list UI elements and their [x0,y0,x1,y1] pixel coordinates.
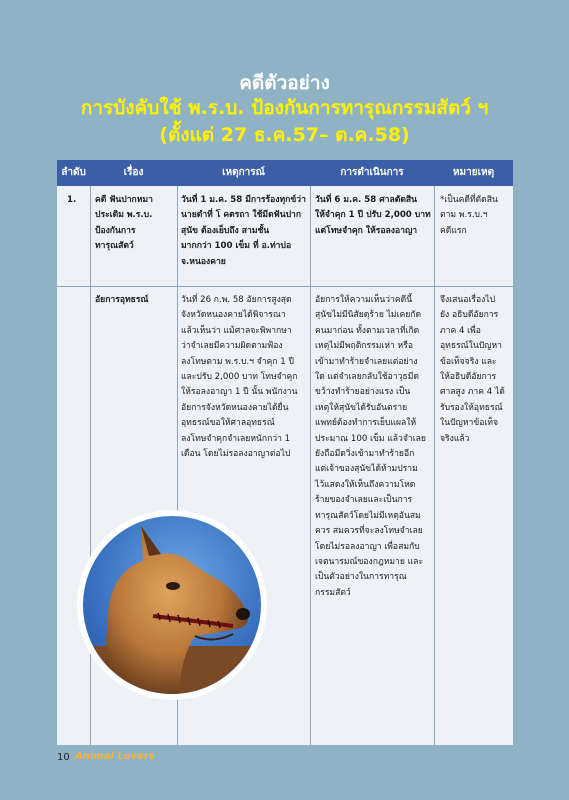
row-divider [57,286,513,287]
row1-no: 1. [67,195,77,205]
table-header [57,160,513,186]
header-action: การดำเนินการ [340,167,404,178]
title-line-3: (ตั้งแต่ 27 ธ.ค.57– ต.ค.58) [159,124,410,146]
column-divider [434,186,435,745]
header-event: เหตุการณ์ [222,167,265,178]
row1-action: วันที่ 6 ม.ค. 58 ศาลตัดสิน ให้จำคุก 1 ปี ปรับ 2,000 บาท แต่โทษจำคุก ให้รอลงอาญา [315,195,431,236]
brand-logo: Animal Lovers [75,751,155,762]
row1-subject: คดี ฟันปากหมา ประเดิม พ.ร.บ. ป้องกันการ ทารุณสัตว์ [95,195,153,252]
page-number: 10 [57,752,70,763]
row1-event: วันที่ 1 ม.ค. 58 มีการร้องทุกข์ว่า นายดำที่ โ คตรถา ใช้มีดฟันปาก สุนัข ต้องเย็บถึง สามชั้น มากกว่า 100 เข็ม ที่ อ.ท่าบ่อ จ.หนองคาย [181,195,306,267]
header-subject: เรื่อง [123,167,144,178]
dog-photo [77,510,267,700]
row2-note: จึงเสนอเรื่องไป ยัง อธิบดีอัยการ ภาค 4 เพื่อ อุทธรณ์ในปัญหา ข้อเท็จจริง และ ให้อธิบดีอัยการ ศาลสูง ภาค 4 ได้ รับรองให้อุทธรณ์ ในปัญหาข้อเท็จ จริงแล้ว [440,295,505,444]
row1-note: *เป็นคดีที่ตัดสิน ตาม พ.ร.บ.ฯ คดีแรก [440,195,498,236]
title-line-1: คดีตัวอย่าง [239,72,330,94]
column-divider [90,186,91,745]
row2-event: วันที่ 26 ก.พ. 58 อัยการสูงสุด จังหวัดหนองคายได้พิจารณา แล้วเห็นว่า แม้ศาลจะพิพากษา ว่าจำเลยมีความผิดตามฟ้อง ลงโทษตาม พ.ร.บ.ฯ จำคุก 1 ปี และปรับ 2,000 บาท โทษจำคุก ให้รอลงอาญา 1 ปี นั้น พนักงาน อัยการจังหวัดหนองคายได้ยื่น อุทธรณ์ขอให้ศาลอุทธรณ์ ลงโทษจำคุกจำเลยหนักกว่า 1 เดือน โดยไม่รอลงอาญาต่อไป [181,295,298,460]
row2-action: อัยการให้ความเห็นว่าคดีนี้ สุนัขไม่มีนิสัยดุร้าย ไม่เคยกัด คนมาก่อน ทั้งตามเวลาที่เกิด เหตุไม่มีพฤติกรรมเห่า หรือ เข้ามาทำร้ายจำเลยแต่อย่าง ใด แต่จำเลยกลับใช้อาวุธมีด ขว้างทำร้ายอย่างแรง เป็น เหตุให้สุนัขได้รับอันตราย แพทย์ต้องทำการเย็บแผลให้ ประมาณ 100 เข็ม แล้วจำเลย ยังถือมีดวิ่งเข้ามาทำร้ายอีก แต่เจ้าของสุนัขได้ห้ามปราม ไว้แสดงให้เห็นถึงความโหด ร้ายของจำเลยและเป็นการ ทารุณสัตว์โดยไม่มีเหตุอันสม ควร สมควรที่จะลงโทษจำเลย โดยไม่รอลงอาญา เพื่อสมกับ เจตนารมณ์ของกฎหมาย และ เป็นตัวอย่างในการทารุณ กรรมสัตว์ [315,295,426,598]
title-line-2: การบังคับใช้ พ.ร.บ. ป้องกันการทารุณกรรมสัตว์ ฯ [80,97,489,119]
row2-subject: อัยการอุทธรณ์ [95,295,149,305]
column-divider [310,186,311,745]
header-no: ลำดับ [61,167,86,178]
header-note: หมายเหตุ [452,167,495,178]
